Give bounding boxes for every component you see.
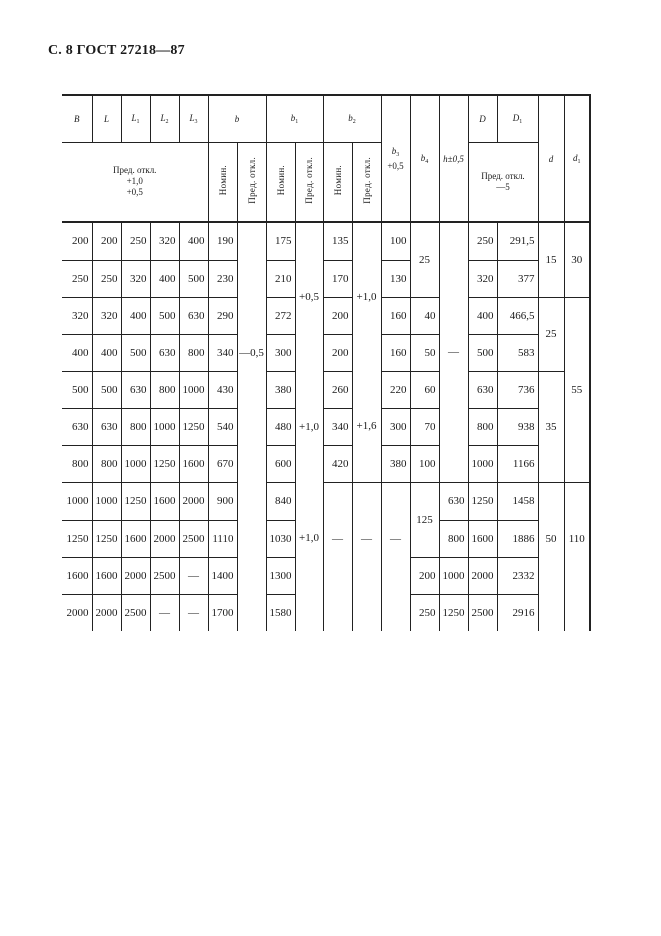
cell-h: 1000 bbox=[439, 557, 468, 594]
cell-b4: 60 bbox=[410, 371, 439, 408]
col-header-D1: $D_1$ bbox=[497, 95, 538, 142]
cell-b: 290 bbox=[208, 297, 237, 334]
cell-h: 800 bbox=[439, 520, 468, 557]
cell-L2: — bbox=[150, 594, 179, 631]
dimensions-table bbox=[62, 94, 591, 631]
d1-merged-30: 30 bbox=[564, 222, 590, 297]
b3-dash: — bbox=[381, 482, 410, 631]
cell-b3: 130 bbox=[381, 260, 410, 297]
cell-b3: 220 bbox=[381, 371, 410, 408]
cell-L: 200 bbox=[92, 222, 121, 260]
col-header-b: b bbox=[208, 95, 266, 142]
D-tolerance-header: Пред. откл. —5 bbox=[468, 142, 538, 222]
cell-L2: 400 bbox=[150, 260, 179, 297]
cell-D1: 2332 bbox=[497, 557, 538, 594]
cell-D1: 291,5 bbox=[497, 222, 538, 260]
cell-b: 1700 bbox=[208, 594, 237, 631]
cell-D1: 938 bbox=[497, 408, 538, 445]
cell-b2: 135 bbox=[323, 222, 352, 260]
cell-L2: 800 bbox=[150, 371, 179, 408]
col-header-b2: $b_2$ bbox=[323, 95, 381, 142]
b1-tolerance-b: +1,0 bbox=[295, 371, 323, 482]
col-header-L2: $L_2$ bbox=[150, 95, 179, 142]
cell-B: 500 bbox=[62, 371, 92, 408]
cell-D: 800 bbox=[468, 408, 497, 445]
cell-L: 800 bbox=[92, 445, 121, 482]
cell-b1: 300 bbox=[266, 334, 295, 371]
b2-nomin-header: Номин. bbox=[323, 142, 352, 222]
table-row bbox=[62, 482, 590, 520]
cell-D: 630 bbox=[468, 371, 497, 408]
cell-b1: 272 bbox=[266, 297, 295, 334]
b2-tol-header: Пред. откл. bbox=[352, 142, 381, 222]
h-dash: — bbox=[439, 222, 468, 482]
cell-B: 1600 bbox=[62, 557, 92, 594]
cell-B: 630 bbox=[62, 408, 92, 445]
b1-tolerance-c: +1,0 bbox=[295, 482, 323, 631]
b1-tolerance-a: +0,5 bbox=[295, 222, 323, 371]
cell-D: 250 bbox=[468, 222, 497, 260]
cell-L1: 2500 bbox=[121, 594, 150, 631]
cell-L1: 630 bbox=[121, 371, 150, 408]
d-merged-15: 15 bbox=[538, 222, 564, 297]
cell-b: 540 bbox=[208, 408, 237, 445]
page-header: С. 8 ГОСТ 27218—87 bbox=[48, 43, 185, 58]
cell-b3: 160 bbox=[381, 297, 410, 334]
b-nomin-header: Номин. bbox=[208, 142, 237, 222]
cell-L3: 630 bbox=[179, 297, 208, 334]
cell-b4: 50 bbox=[410, 334, 439, 371]
table-row bbox=[62, 445, 590, 482]
b2-dash: — bbox=[323, 482, 352, 631]
b1-tol-header: Пред. откл. bbox=[295, 142, 323, 222]
cell-B: 200 bbox=[62, 222, 92, 260]
col-header-L: L bbox=[92, 95, 121, 142]
d-merged-50: 50 bbox=[538, 482, 564, 631]
b-tol-header: Пред. откл. bbox=[237, 142, 266, 222]
cell-L3: 1250 bbox=[179, 408, 208, 445]
cell-b: 1400 bbox=[208, 557, 237, 594]
cell-L: 1250 bbox=[92, 520, 121, 557]
cell-L1: 2000 bbox=[121, 557, 150, 594]
table-row bbox=[62, 222, 590, 260]
col-header-b1: $b_1$ bbox=[266, 95, 323, 142]
cell-L1: 320 bbox=[121, 260, 150, 297]
cell-L2: 500 bbox=[150, 297, 179, 334]
cell-L2: 2500 bbox=[150, 557, 179, 594]
cell-b: 670 bbox=[208, 445, 237, 482]
cell-b4: 70 bbox=[410, 408, 439, 445]
d1-merged-110: 110 bbox=[564, 482, 590, 631]
cell-D1: 1886 bbox=[497, 520, 538, 557]
cell-b1: 840 bbox=[266, 482, 295, 520]
cell-B: 1250 bbox=[62, 520, 92, 557]
d1-merged-55: 55 bbox=[564, 297, 590, 482]
cell-b3: 160 bbox=[381, 334, 410, 371]
cell-D: 1600 bbox=[468, 520, 497, 557]
cell-D: 400 bbox=[468, 297, 497, 334]
cell-b: 230 bbox=[208, 260, 237, 297]
cell-b1: 380 bbox=[266, 371, 295, 408]
cell-D: 320 bbox=[468, 260, 497, 297]
cell-L: 630 bbox=[92, 408, 121, 445]
tolerance-group-header: Пред. откл. +1,0 +0,5 bbox=[62, 142, 208, 222]
cell-B: 800 bbox=[62, 445, 92, 482]
b-tolerance-empty bbox=[237, 482, 266, 631]
cell-h: 630 bbox=[439, 482, 468, 520]
cell-b4: 40 bbox=[410, 297, 439, 334]
cell-L: 2000 bbox=[92, 594, 121, 631]
cell-b2: 170 bbox=[323, 260, 352, 297]
cell-L3: 500 bbox=[179, 260, 208, 297]
cell-D1: 2916 bbox=[497, 594, 538, 631]
table-row bbox=[62, 371, 590, 408]
cell-b2: 200 bbox=[323, 297, 352, 334]
cell-b2: 340 bbox=[323, 408, 352, 445]
cell-D: 2500 bbox=[468, 594, 497, 631]
cell-h: 1250 bbox=[439, 594, 468, 631]
cell-L2: 320 bbox=[150, 222, 179, 260]
cell-L2: 630 bbox=[150, 334, 179, 371]
cell-L: 400 bbox=[92, 334, 121, 371]
b1-nomin-header: Номин. bbox=[266, 142, 295, 222]
table-row bbox=[62, 297, 590, 334]
cell-D1: 1166 bbox=[497, 445, 538, 482]
cell-D: 500 bbox=[468, 334, 497, 371]
col-header-b4: $b_4$ bbox=[410, 95, 439, 222]
b4-merged-125: 125 bbox=[410, 482, 439, 557]
cell-b3: 380 bbox=[381, 445, 410, 482]
cell-L: 1000 bbox=[92, 482, 121, 520]
cell-b: 1110 bbox=[208, 520, 237, 557]
cell-b4: 250 bbox=[410, 594, 439, 631]
cell-b1: 600 bbox=[266, 445, 295, 482]
d-merged-35: 35 bbox=[538, 371, 564, 482]
cell-b4: 100 bbox=[410, 445, 439, 482]
cell-L2: 1250 bbox=[150, 445, 179, 482]
cell-D1: 377 bbox=[497, 260, 538, 297]
col-header-L3: $L_3$ bbox=[179, 95, 208, 142]
b2-tolerance-a: +1,0 bbox=[352, 222, 381, 371]
col-header-d1: $d_1$ bbox=[564, 95, 590, 222]
cell-D: 1250 bbox=[468, 482, 497, 520]
cell-L3: 2500 bbox=[179, 520, 208, 557]
cell-L3: — bbox=[179, 557, 208, 594]
cell-b: 430 bbox=[208, 371, 237, 408]
cell-L: 1600 bbox=[92, 557, 121, 594]
cell-L3: 2000 bbox=[179, 482, 208, 520]
cell-L2: 2000 bbox=[150, 520, 179, 557]
cell-B: 250 bbox=[62, 260, 92, 297]
cell-L3: 1000 bbox=[179, 371, 208, 408]
b2-tolerance-b: +1,6 bbox=[352, 371, 381, 482]
table-row bbox=[62, 334, 590, 371]
cell-D1: 466,5 bbox=[497, 297, 538, 334]
cell-B: 2000 bbox=[62, 594, 92, 631]
cell-L3: 1600 bbox=[179, 445, 208, 482]
cell-L1: 500 bbox=[121, 334, 150, 371]
cell-L3: — bbox=[179, 594, 208, 631]
cell-L1: 250 bbox=[121, 222, 150, 260]
cell-b: 900 bbox=[208, 482, 237, 520]
cell-L3: 800 bbox=[179, 334, 208, 371]
cell-b: 190 bbox=[208, 222, 237, 260]
cell-b3: 100 bbox=[381, 222, 410, 260]
col-header-D: D bbox=[468, 95, 497, 142]
cell-L3: 400 bbox=[179, 222, 208, 260]
table-row bbox=[62, 260, 590, 297]
table-row bbox=[62, 408, 590, 445]
cell-b4: 200 bbox=[410, 557, 439, 594]
cell-L1: 400 bbox=[121, 297, 150, 334]
cell-b3: 300 bbox=[381, 408, 410, 445]
cell-b1: 1580 bbox=[266, 594, 295, 631]
cell-b: 340 bbox=[208, 334, 237, 371]
cell-D1: 736 bbox=[497, 371, 538, 408]
cell-L1: 800 bbox=[121, 408, 150, 445]
cell-b2: 200 bbox=[323, 334, 352, 371]
col-header-h: h±0,5 bbox=[439, 95, 468, 222]
b4-merged-25: 25 bbox=[410, 222, 439, 297]
cell-D: 2000 bbox=[468, 557, 497, 594]
cell-L1: 1250 bbox=[121, 482, 150, 520]
cell-b1: 480 bbox=[266, 408, 295, 445]
cell-L: 500 bbox=[92, 371, 121, 408]
b2-tolerance-dash: — bbox=[352, 482, 381, 631]
cell-b2: 260 bbox=[323, 371, 352, 408]
cell-L1: 1600 bbox=[121, 520, 150, 557]
col-header-d: d bbox=[538, 95, 564, 222]
cell-L1: 1000 bbox=[121, 445, 150, 482]
cell-L2: 1600 bbox=[150, 482, 179, 520]
cell-D: 1000 bbox=[468, 445, 497, 482]
cell-D1: 1458 bbox=[497, 482, 538, 520]
cell-B: 1000 bbox=[62, 482, 92, 520]
cell-B: 400 bbox=[62, 334, 92, 371]
col-header-L1: $L_1$ bbox=[121, 95, 150, 142]
cell-L2: 1000 bbox=[150, 408, 179, 445]
cell-b1: 1030 bbox=[266, 520, 295, 557]
b-tolerance: —0,5 bbox=[237, 222, 266, 482]
cell-b2: 420 bbox=[323, 445, 352, 482]
col-header-b3: $b_3$ +0,5 bbox=[381, 95, 410, 222]
cell-b1: 210 bbox=[266, 260, 295, 297]
cell-b1: 1300 bbox=[266, 557, 295, 594]
cell-D1: 583 bbox=[497, 334, 538, 371]
cell-B: 320 bbox=[62, 297, 92, 334]
cell-b1: 175 bbox=[266, 222, 295, 260]
d-merged-25: 25 bbox=[538, 297, 564, 371]
cell-L: 250 bbox=[92, 260, 121, 297]
cell-L: 320 bbox=[92, 297, 121, 334]
col-header-B: B bbox=[62, 95, 92, 142]
